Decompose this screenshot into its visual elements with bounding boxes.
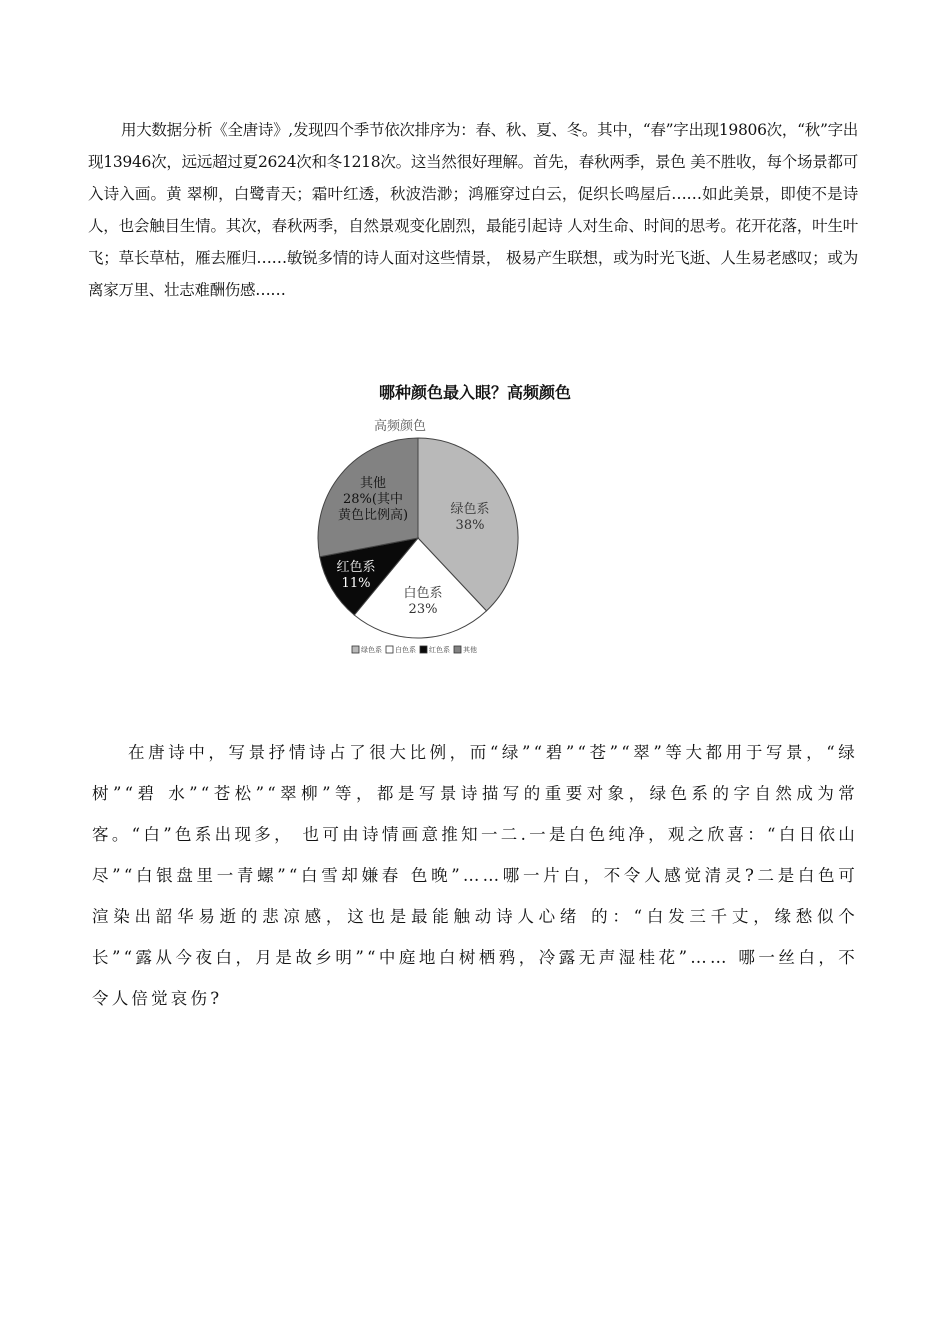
analysis-paragraph: 在唐诗中，写景抒情诗占了很大比例，而“绿”“碧”“苍”“翠”等大都用于写景，“绿树”“碧 水”“苍松”“翠柳”等，都是写景诗描写的重要对象，绿色系的字自然成为常客。“白”色系出现多， 也可由诗情画意推知一二.一是白色纯净，观之欣喜：“白日依山尽”“白银盘里一青螺”“白雪却嫌春 色晚”……哪一片白，不令人感觉清灵?二是白色可渲染出韶华易逝的悲凉感，这也是最能触动诗人心绪 的：“白发三千丈，缘愁似个长”“露从今夜白，月是故乡明”“中庭地白树栖鸦，冷露无声湿桂花”…… 哪一丝白，不令人倍觉哀伤?: [92, 743, 858, 1008]
pie-label-2-1: 11%: [341, 576, 371, 591]
intro-paragraph: 用大数据分析《全唐诗》,发现四个季节依次排序为：春、秋、夏、冬。其中，“春”字出现19806次，“秋”字出现13946次，远远超过夏2624次和冬1218次。这当然很好理解。首先，春秋两季，景色 美不胜收，每个场景都可入诗入画。黄 翠柳，白鹭青天；霜叶红透，秋波浩渺；鸿雁穿过白云，促织长鸣屋后……如此美景，即使不是诗人，也会触目生情。其次，春秋两季，自然景观变化剧烈，最能引起诗 人对生命、时间的思考。花开花落，叶生叶飞；草长草枯，雁去雁归……敏锐多情的诗人面对这些情景， 极易产生联想，或为时光飞逝、人生易老感叹；或为离家万里、壮志难酬伤感……: [88, 121, 858, 299]
pie-label-0-0: 绿色系: [450, 502, 490, 517]
legend-label-0: 绿色系: [361, 646, 382, 654]
pie-label-0-1: 38%: [455, 518, 485, 533]
pie-label-1-1: 23%: [408, 602, 438, 617]
pie-chart: [300, 408, 540, 668]
legend-swatch-2: [420, 646, 427, 653]
legend-swatch-0: [352, 646, 359, 653]
legend-label-2: 红色系: [429, 646, 450, 654]
legend-swatch-1: [386, 646, 393, 653]
legend-label-3: 其他: [463, 646, 477, 654]
pie-label-3-0: 其他: [359, 476, 387, 491]
pie-label-2-0: 红色系: [336, 560, 376, 575]
legend-label-1: 白色系: [395, 646, 416, 654]
pie-subtitle: 高频颜色: [373, 419, 427, 434]
chart-heading: 哪种颜色最入眼？高频颜色: [378, 383, 571, 402]
pie-label-1-0: 白色系: [403, 586, 443, 601]
legend-swatch-3: [454, 646, 461, 653]
pie-label-3-2: 黄色比例高): [337, 508, 409, 523]
pie-chart-svg: [300, 408, 540, 668]
pie-label-3-1: 28%(其中: [343, 492, 403, 507]
